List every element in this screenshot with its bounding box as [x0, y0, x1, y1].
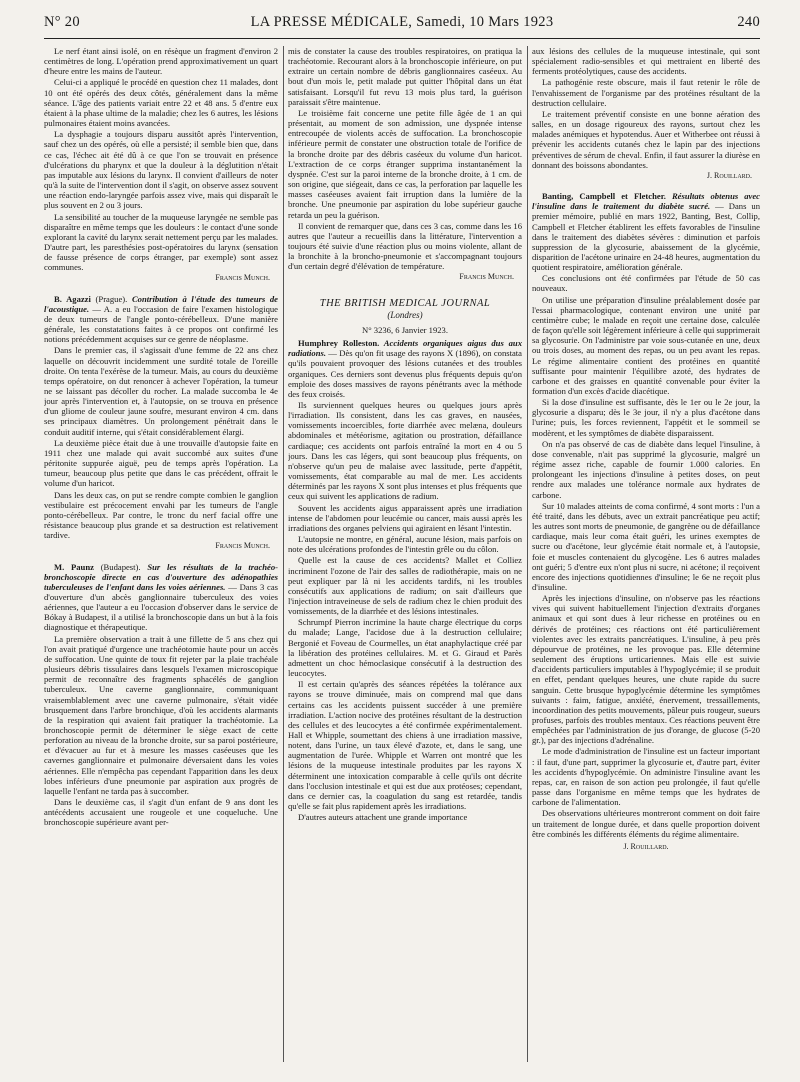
paragraph: On utilise une préparation d'insuline préalablement dosée par l'essai pharmacologique, contenant environ une unité par centimètre cube; le malade en reçoit une certaine dose, calculée de façon qu'elle soit légèrement inférieure à celle qui supprimerait sa glycosurie. On l'administre par voie sous-cutanée en une, deux ou trois doses, au moment des repas, ou un peu avant les repas. Le régime alimentaire contient des protéines en quantité suffisante pour maintenir l'équilibre azoté, des hydrates de carbone et des graisses en quantité convenable pour éviter la formation d'un excès d'acide diacétique.	[532, 294, 760, 396]
paragraph: Il est certain qu'après des séances répétées la tolérance aux rayons se trouve diminuée, mais on comprend mal que dans certains cas les accidents puissent succéder à une première irradiation. L'action nocive des protéines résultant de la destruction des cellules et des leucocytes a été confirmée expérimentalement. Hall et Whipple, soumettant des chiens à une irradiation massive, notent, dans l'urine, un taux élevé d'azote, et, dans le sang, une augmentation de l'urée. Whipple et Warren ont montré que les lésions de la muqueuse intestinale produites par les rayons X déterminent une intoxication comparable à celle qu'ils ont décrite dans l'occlusion intestinale et qui est due aux protéoses; cependant, dans ce dernier cas, la coagulation du sang est retardée, tandis qu'elle se fait plus rapidement après les irradiations.	[288, 679, 522, 812]
signature: Francis Munch.	[215, 541, 270, 551]
paragraph: — Dans 3 cas d'ouverture d'un abcès ganglionnaire tuberculeux des voies aériennes, que l'auteur a eu l'occasion d'observer dans le service de Bókay à Budapest, il a utilisé la bronchoscopie dans un but à la fois diagnostique et thérapeutique.	[44, 581, 278, 633]
signature: Francis Munch.	[215, 273, 270, 283]
article-title: Contribution à l'étude des tumeurs de l'acoustique.	[44, 293, 278, 314]
paragraph: mis de constater la cause des troubles respiratoires, on pratiqua la trachéotomie. Recourant alors à la bronchoscopie inférieure, on put extraire un certain nombre de débris ganglionnaires caséeux. Au bout d'un mois le, petit malade put quitter l'hôpital dans un état satisfaisant. Lorsqu'il fut revu 13 mois plus tard, la guérison paraissait s'être maintenue.	[288, 46, 522, 107]
paragraph: Dans les deux cas, on put se rendre compte combien le ganglion vestibulaire est précocement envahi par les tumeurs de l'angle ponto-cérébelleux. Par contre, le tronc du nerf facial offre une résistance beaucoup plus grande et sa destruction est relativement tardive.	[44, 489, 278, 541]
paragraph: Le nerf étant ainsi isolé, on en résèque un fragment d'environ 2 centimètres de long. L'opération prend approximativement un quart d'heure entre les mains de l'auteur.	[44, 46, 278, 77]
paragraph: L'autopsie ne montre, en général, aucune lésion, mais parfois on note des ulcérations profondes de l'intestin grêle ou du côlon.	[288, 534, 522, 555]
column-3	[532, 46, 760, 1062]
paragraph: — Dès qu'on fit usage des rayons X (1896), on constata qu'ils pouvaient provoquer des lésions cutanées et des troubles organiques. Ces derniers sont devenus plus fréquents depuis qu'on emploie des doses massives de rayons pénétrants avec la méthode des feux croisés.	[288, 348, 522, 399]
article-author: Humphrey Rolleston.	[298, 338, 380, 349]
article-author: M. Paunz	[54, 561, 94, 572]
paragraph: Sur 10 malades atteints de coma confirmé, 4 sont morts : l'un a été traité, dans les débuts, avec un extrait pancréatique peu actif; les autres sont morts de pneumonie, de gangrène ou de défaillance cardiaque, mais leur coma était guéri, les urines exemptes de sucre ou d'acétone, leur glycémie était normale et, à l'autopsie, foie et muscles contenaient du glycogène. Les 6 autres malades ont guéri; 5 d'entre eux n'ont plus ni sucre, ni acétone; il reçoivent encore des injections quotidiennes d'insuline; le 6e ne reçoit plus d'insuline.	[532, 500, 760, 592]
article-heading	[44, 562, 278, 633]
paragraph: Schrumpf Pierron incrimine la haute charge électrique du corps du malade; Lange, l'acidose due à la destruction cellulaire; Bergonié et Foveau de Courmelles, un état anaphylactique créé par la libération des protéines cellulaires. M. et G. Giraud et Parès admettent un choc hémoclasique consécutif à la destruction des leucocytes.	[288, 617, 522, 679]
column-divider	[283, 46, 284, 1062]
paragraph: Il convient de remarquer que, dans ces 3 cas, comme dans les 16 autres que l'auteur a recueillis dans la littérature, l'intervention a toujours été suivie d'une réaction plus ou moins violente, allant de la bronchite à la broncho-pneumonie et s'accompagnant toujours d'un certain degré d'élévation de température.	[288, 220, 522, 272]
paragraph: Dans le premier cas, il s'agissait d'une femme de 22 ans chez laquelle on découvrit incidemment une surdité totale de l'oreille droite. On tenta l'exérèse de la tumeur. Mais, au cours du deuxième temps opératoire, on dut renoncer à achever l'opération, la tumeur ne se laissant pas décoller du rocher. La malade succomba le 4e jour après l'intervention et, à l'autopsie, on se trouva en présence d'un gliome de couleur jaune soufre, mesurant environ 4 cm. dans ses principaux diamètres. Un prolongement pénétrait dans le conduit auditif interne, qui s'était considérablement élargi.	[44, 345, 278, 437]
paragraph: On n'a pas observé de cas de diabète dans lequel l'insuline, à dose convenable, n'ait pas supprimé la glycosurie, malgré un régime assez riche, capable de fournir 1.000 calories. En prolongeant les injections d'insuline à petites doses, on peut rendre aux malades une tolérance normale aux hydrates de carbone.	[532, 438, 760, 500]
column-divider	[527, 46, 528, 1062]
article-title: Résultats obtenus avec l'insuline dans le traitement du diabète sucré.	[532, 191, 760, 212]
paragraph: Le traitement préventif consiste en une bonne aération des salles, en un dosage rigoureux des rayons, surtout chez les malades anémiques et hypotendus. Auer et Witherbee ont réussi à prévenir les accidents cutanés chez le lapin par des injections préventives de sérum de cheval. Enfin, il faut assurer la diurèse en donnant des boissons abondantes.	[532, 108, 760, 170]
paragraph: aux lésions des cellules de la muqueuse intestinale, qui sont spécialement radio-sensibles et qui mettraient en liberté des ferments protéolytiques, cause des accidents.	[532, 46, 760, 77]
column-2	[288, 46, 522, 1062]
page-header	[44, 14, 760, 38]
article-title: Accidents organiques aigus dus aux radiations.	[288, 338, 522, 359]
page-number: 240	[737, 14, 760, 30]
paragraph: Le troisième fait concerne une petite fille âgée de 1 an qui présentait, au moment de son admission, une dyspnée intense entrecoupée de violents accès de suffocation. La bronchoscopie inférieure permit de constater une obstruction totale de l'orifice de la bronche droite par des débris caséeux du volume d'un haricot. L'extraction de ce corps étranger supprima instantanément la dyspnée. C'est sur la paroi interne de la bronche droite, à 1 cm. de son origine, que siégeait, dans ce cas, la perforation par laquelle les masses caséeuses avaient fait irruption dans la lumière de la bronche. Une pneumonie par aspiration du lobe supérieur gauche retarda un peu la guérison.	[288, 107, 522, 220]
signature: Francis Munch.	[459, 272, 514, 282]
article-heading	[532, 191, 760, 272]
paragraph: Celui-ci a appliqué le procédé en question chez 11 malades, dont 10 ont été opérés des deux côtés, généralement dans la même séance. L'âge des patients variait entre 22 et 48 ans. 5 d'entre eux étaient à la phase ultime de la maladie; chez les 6 autres, les lésions pulmonaires étaient moins avancées.	[44, 77, 278, 129]
paragraph: Si la dose d'insuline est suffisante, dès le 1er ou le 2e jour, la glycosurie a disparu; dès le 3e jour, il n'y a plus d'acétone dans l'urine; puis, les forces reviennent, l'appétit et le sommeil se modèrent, et les symptômes de diabète disparaissent.	[532, 397, 760, 438]
paragraph: Ces conclusions ont été confirmées par l'étude de 50 cas nouveaux.	[532, 273, 760, 294]
journal-title: LA PRESSE MÉDICALE, Samedi, 10 Mars 1923	[250, 14, 554, 30]
paragraph: Ils surviennent quelques heures ou quelques jours après l'irradiation. Ils consistent, dans les cas graves, en nausées, vomissements incoercibles, forte diarrhée avec melæna, douleurs abdominales et météorisme, agitation ou prostration, défaillance cardiaque; ces accidents ont parfois entraîné la mort en 4 ou 5 jours. Dans les cas légers, qui sont beaucoup plus fréquents, on n'observe qu'un peu de malaise avec lassitude, perte d'appétit, vomissements, état comparable au mal de mer. Les accidents déterminés par les rayons X sont plus intenses et plus fréquents que ceux qui suivent les applications de radium.	[288, 400, 522, 502]
paragraph: La dysphagie a toujours disparu aussitôt après l'intervention, sauf chez un des opérés, où elle a persisté; il semble bien que, dans ce cas, l'échec ait été dû à ce que l'on se trouvait en présence d'ulcérations du pharynx et que la douleur à la déglutition n'était pas imputable aux lésions du larynx. Il convient d'ailleurs de noter qu'à la suite de l'intervention dont il s'agit, on observe assez souvent une réaction endo-laryngée parfois assez vive, mais qui disparaît le plus souvent en 2 ou 3 jours.	[44, 129, 278, 211]
issue-number: N° 20	[44, 14, 80, 30]
article-place: (Budapest).	[93, 561, 148, 572]
article-author: Banting, Campbell et Fletcher.	[542, 191, 666, 202]
signature: J. Rouillard.	[623, 841, 669, 851]
paragraph: La première observation a trait à une fillette de 5 ans chez qui l'on avait pratiqué d'urgence une trachéotomie haute pour un accès de suffocation. Une quinte de toux fit rejeter par la plaie trachéale plusieurs débris tissulaires dans lesquels l'examen microscopique permit de reconnaître des fragments sphacélés de ganglion tuberculeux. Une caverne ganglionnaire, communiquant vraisemblablement avec une caverne pulmonaire, s'était vidée brusquement dans l'arbre bronchique, d'où les accidents alarmants de la respiration qui avaient fait pratiquer la trachéotomie. La bronchoscopie permit de déterminer le siège exact de cette perforation au niveau de la bronche droite, sur sa paroi postérieure, et d'évacuer au fur et à mesure les masses caséeuses que les cavernes ganglionnaire et pulmonaire déversaient dans les voies aériennes. Elle n'empêcha pas cependant l'apparition dans les deux lobes inférieurs d'une pneumonie par aspiration aux progrès de laquelle l'enfant ne tarda pas à succomber.	[44, 633, 278, 796]
paragraph: Le mode d'administration de l'insuline est un facteur important : il faut, d'une part, supprimer la glycosurie et, d'autre part, éviter les accidents d'hypoglycémie. On administre l'insuline avant les repas, car, en raison de son action peu prolongée, il faut qu'elle passe dans l'organisme en même temps que les hydrates de carbone de l'alimentation.	[532, 746, 760, 808]
article-heading	[288, 338, 522, 399]
paragraph: Quelle est la cause de ces accidents? Mallet et Colliez incriminent l'ozone de l'air des salles de radiothérapie, mais on ne peut expliquer par là ni les accidents tardifs, ni les troubles consécutifs aux applications de radium; on sait d'ailleurs que l'injection intraveineuse de sels de radium chez le chien produit des vomissements, de la diarrhée et des lésions intestinales.	[288, 555, 522, 617]
paragraph: Dans le deuxième cas, il s'agit d'un enfant de 9 ans dont les antécédents accusaient une rougeole et une coqueluche. Une bronchoscopie supérieure avant per-	[44, 797, 278, 828]
header-rule	[44, 38, 760, 39]
article-place: (Prague).	[90, 293, 132, 304]
signature: J. Rouillard.	[706, 170, 752, 180]
paragraph: — A. a eu l'occasion de faire l'examen histologique de deux tumeurs de l'angle ponto-cérébelleux. D'une manière générale, les constatations faites à ce propos ont confirmé les notions précédemment acquises sur ce genre de néoplasme.	[44, 303, 278, 345]
paragraph: D'autres auteurs attachent une grande importance	[298, 812, 468, 823]
paragraph: La pathogénie reste obscure, mais il faut retenir le rôle de l'envahissement de l'organisme par des protéines résultant de la destruction cellulaire.	[532, 77, 760, 108]
article-author: B. Agazzi	[54, 293, 91, 304]
section-issue: N° 3236, 6 Janvier 1923.	[361, 324, 449, 335]
paragraph: Souvent les accidents aigus apparaissent après une irradiation intense de l'abdomen pour leucémie ou cancer, mais aussi après les irradiations des organes pelviens qui agiraient en lésant l'intestin.	[288, 502, 522, 533]
article-title: Sur les résultats de la trachéo-bronchoscopie directe en cas d'ouverture des adénopathies tuberculeuses de l'enfant dans les voies aériennes.	[44, 561, 278, 592]
paragraph: La sensibilité au toucher de la muqueuse laryngée ne semble pas disparaître en même temps que les douleurs : le contact d'une sonde explorant la cavité du larynx serait nettement perçu par les malades. D'autre part, les paresthésies post-opératoires du larynx (sensation de fausse présence de corps étranger, par exemple) sont assez communes.	[44, 211, 278, 273]
paragraph: Après les injections d'insuline, on n'observe pas les réactions vives qui suivent habituellement l'injection d'extraits d'organes animaux et qui sont dues à leur richesse en protéines ou en dérivés de protéines; ces réactions ont été particulièrement violentes avec les extraits pancréatiques. L'insuline, à peu près dépourvue de protéines, ne les provoque pas. Elle détermine seulement des éruptions urticariennes. Mais elle est suivie d'accidents particuliers imputables à l'hypoglycémie; il se produit en effet, pendant quelques heures, une chute rapide du sucre sanguin. Cette brusque hypoglycémie détermine les symptômes suivants : faim, fatigue, anxiété, énervement, tressaillements, incoordination des petits mouvements, pâleur puis rougeur, sueurs profuses, parfois des troubles mentaux. Ces réactions peuvent être empêchées par l'administration de jus d'orange, de glucose (5-20 gr.), par des injections d'adrénaline.	[532, 593, 760, 746]
section-journal-title: THE BRITISH MEDICAL JOURNAL	[319, 297, 491, 309]
article-heading	[44, 294, 278, 345]
section-journal-city: (Londres)	[387, 309, 423, 320]
paragraph: La deuxième pièce était due à une trouvaille d'autopsie faite en 1911 chez une malade qui avait succombé aux suites d'une péritonite suppurée aiguë, peu de temps après l'opération. La tumeur, beaucoup plus petite que dans le cas précédent, offrait le volume d'un haricot.	[44, 437, 278, 489]
column-1	[44, 46, 278, 1062]
paragraph: — Dans un premier mémoire, publié en mars 1922, Banting, Best, Collip, Campbell et Fletcher établirent les effets favorables de l'insuline dans le traitement des diabètes sévères : diminution et parfois suppression de la glycosurie, abaissement de la glycémie, disparition de l'acétone urinaire en 24-48 heures, augmentation du quotient respiratoire, amélioration générale.	[532, 201, 760, 273]
paragraph: Des observations ultérieures montreront comment on doit faire un traitement de longue durée, et dans quelle proportion doivent être combinés les différents éléments du régime alimentaire.	[532, 808, 760, 839]
